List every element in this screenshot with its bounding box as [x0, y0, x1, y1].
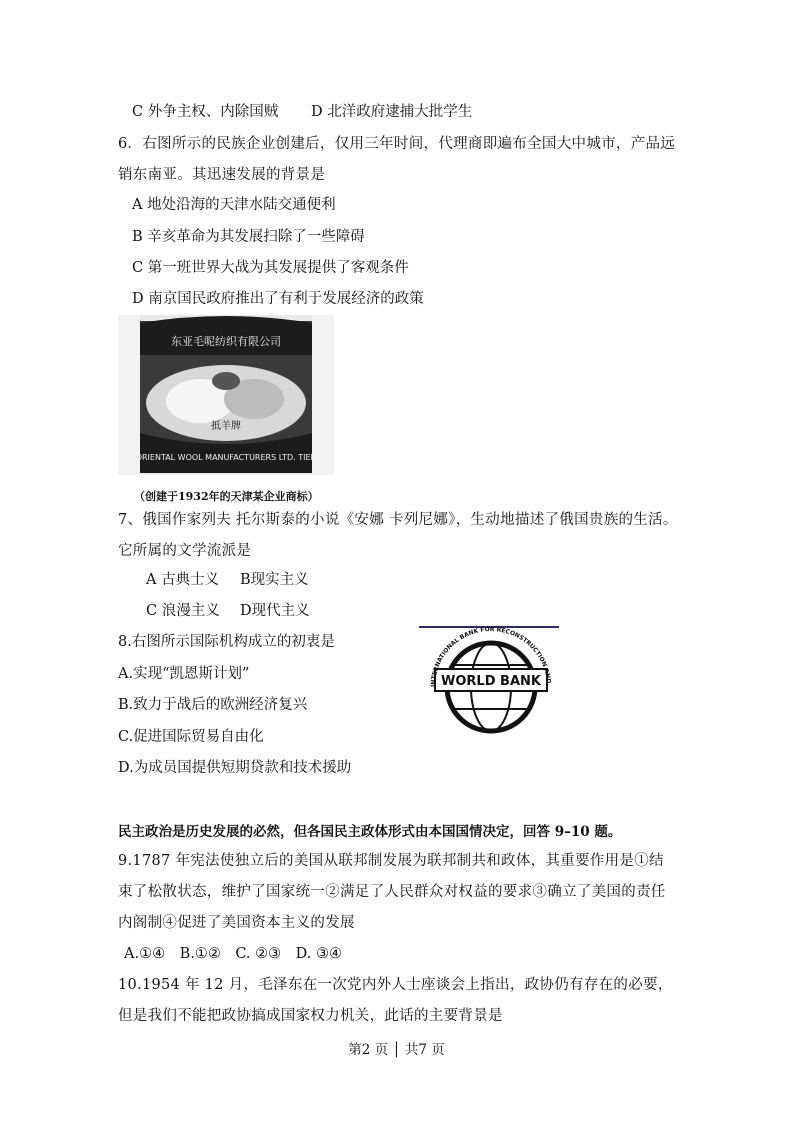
q5-option-d: D 北洋政府逮捕大批学生	[311, 104, 473, 120]
q5-option-c: C 外争主权、内除国贼	[132, 104, 279, 120]
q6-option-c: C 第一班世界大战为其发展提供了客观条件	[132, 260, 409, 276]
q6-option-d: D 南京国民政府推出了有利于发展经济的政策	[132, 291, 424, 307]
page-footer: 第2 页 │ 共7 页	[348, 1042, 445, 1058]
q8-option-d: D.为成员国提供短期贷款和技术援助	[118, 760, 352, 776]
q7-option-b: B现实主义	[240, 572, 309, 588]
trademark-caption: （创建于1932年的天津某企业商标）	[134, 490, 319, 503]
world-bank-logo	[419, 625, 559, 745]
q9-stem: 9.1787 年宪法使独立后的美国从联邦制发展为联邦制共和政体，其重要作用是①结束了松散状态，维护了国家统一②满足了人民群众对权益的要求③确立了美国的责任内阁制④促进了美国资本主义的发展	[118, 853, 666, 931]
q8-option-c: C.促进国际贸易自由化	[118, 729, 264, 745]
q6-option-b: B 辛亥革命为其发展扫除了一些障碍	[132, 229, 365, 245]
q8-option-a: A.实现“凯恩斯计划”	[118, 666, 250, 682]
section-intro: 民主政治是历史发展的必然，但各国民主政体形式由本国国情决定，回答 9–10 题。	[118, 824, 622, 840]
trademark-bottom-text: THE ORIENTAL WOOL MANUFACTURERS LTD. TIENTSIN	[118, 453, 334, 462]
world-bank-label: WORLD BANK	[441, 674, 541, 689]
q6-option-a: A 地处沿海的天津水陆交通便利	[132, 197, 336, 213]
q10-stem: 10.1954 年 12 月，毛泽东在一次党内外人士座谈会上指出，政协仍有存在的必要，但是我们不能把政协搞成国家权力机关，此话的主要背景是	[118, 977, 673, 1024]
q6-stem: 6．右图所示的民族企业创建后，仅用三年时间，代理商即遍布全国大中城市，产品远销东南亚。其迅速发展的背景是	[118, 136, 676, 183]
q7-option-a: A 古典士义	[146, 572, 220, 588]
trademark-middle-text: 抵羊牌	[211, 421, 241, 432]
trademark-top-text: 东亚毛呢纺织有限公司	[171, 335, 281, 348]
q7-stem: 7、俄国作家列夫 托尔斯泰的小说《安娜 卡列尼娜》，生动地描述了俄国贵族的生活。它所属的文学流派是	[118, 512, 678, 559]
world-bank-ring-text: INTERNATIONAL BANK FOR RECONSTRUCTION AND	[429, 625, 552, 688]
q7-option-c: C 浪漫主义	[146, 603, 220, 619]
q7-option-d: D现代主义	[240, 603, 310, 619]
q8-option-b: B.致力于战后的欧洲经济复兴	[118, 697, 308, 713]
q9-options: A.①④ B.①② C. ②③ D. ③④	[124, 946, 342, 962]
trademark-photo	[118, 315, 334, 487]
q8-stem: 8.右图所示国际机构成立的初衷是	[118, 634, 335, 650]
